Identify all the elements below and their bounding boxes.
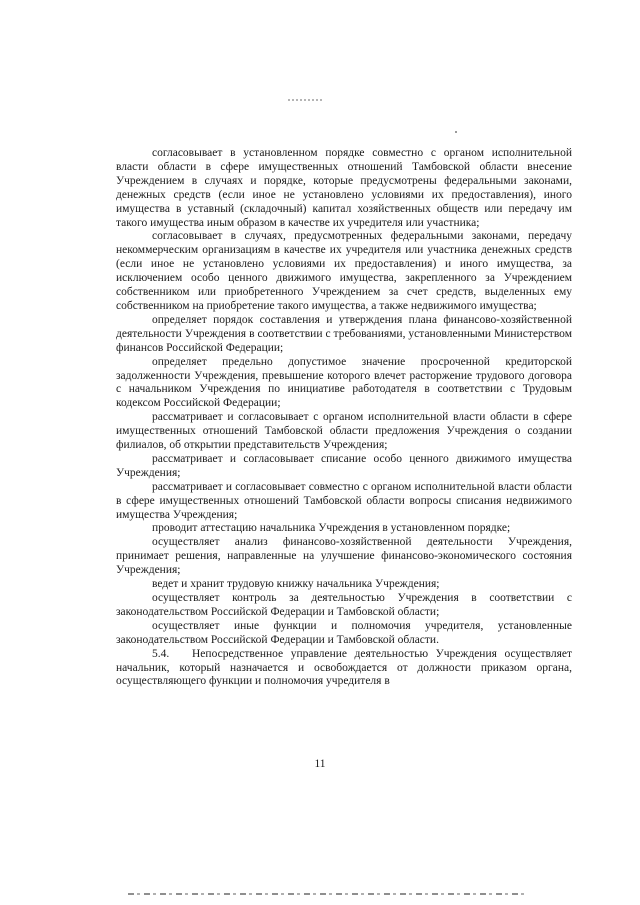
paragraph: проводит аттестацию начальника Учреждения в установленном порядке;	[152, 522, 511, 535]
scan-speck	[455, 131, 457, 133]
paragraph: осуществляет иные функции и полномочия учредителя, установленные законодательством Российской Федерации и Тамбовской области.	[116, 619, 572, 646]
paragraph: определяет предельно допустимое значение просроченной кредиторской задолженности Учреждения, превышение которого влечет расторжение трудового договора с начальником Учреждения по инициативе работодателя в соответствии с Трудовым кодексом Российской Федерации;	[116, 355, 572, 410]
paragraph: осуществляет анализ финансово-хозяйственной деятельности Учреждения, принимает решения, направленные на улучшение финансово-экономического состояния Учреждения;	[116, 536, 572, 577]
paragraph: рассматривает и согласовывает с органом исполнительной власти области в сфере имущественных отношений Тамбовской области предложения Учреждения о создании филиалов, об открытии представительств Учреждения;	[116, 411, 572, 452]
paragraph: ведет и хранит трудовую книжку начальника Учреждения;	[152, 578, 440, 591]
paragraph: согласовывает в установленном порядке совместно с органом исполнительной власти области в сфере имущественных отношений Тамбовской области внесение Учреждением в случаях и порядке, которые предусмотрены федеральными законами, денежных средств (если иное не установлено условиями их предоставления), иного имущества в уставный (складочный) капитал хозяйственных обществ или передачу им такого имущества иным образом в качестве их учредителя или участника;	[116, 147, 572, 229]
page-number: 11	[314, 758, 326, 770]
clause-number: 5.4.	[152, 647, 170, 660]
document-body	[116, 147, 572, 689]
paragraph: согласовывает в случаях, предусмотренных федеральными законами, передачу некоммерческим организациям в качестве их учредителя или участника денежных средств (если иное не установлено условиями их предоставления) и иного имущества, за исключением особо ценного движимого имущества, закрепленного за Учреждением собственником или приобретенного Учреждением за счет средств, выделенных ему собственником на приобретение такого имущества, а также недвижимого имущества;	[116, 230, 572, 312]
paragraph: определяет порядок составления и утверждения плана финансово-хозяйственной деятельности Учреждения в соответствии с требованиями, установленными Министерством финансов Российской Федерации;	[116, 313, 572, 354]
paragraph: рассматривает и согласовывает списание особо ценного движимого имущества Учреждения;	[116, 452, 572, 479]
clause-text: Непосредственное управление деятельностью Учреждения осуществляет начальник, который назначается и освобождается от должности приказом органа, осуществляющего функции и полномочия учредителя в	[116, 647, 572, 688]
paragraph: осуществляет контроль за деятельностью Учреждения в соответствии с законодательством Российской Федерации и Тамбовской области;	[116, 592, 572, 618]
clause-paragraph	[116, 648, 572, 690]
scan-smudge	[288, 99, 324, 101]
scan-edge-artifact	[128, 893, 528, 895]
paragraph: рассматривает и согласовывает совместно с органом исполнительной власти области в сфере имущественных отношений Тамбовской области вопросы списания недвижимого имущества Учреждения;	[116, 480, 572, 521]
